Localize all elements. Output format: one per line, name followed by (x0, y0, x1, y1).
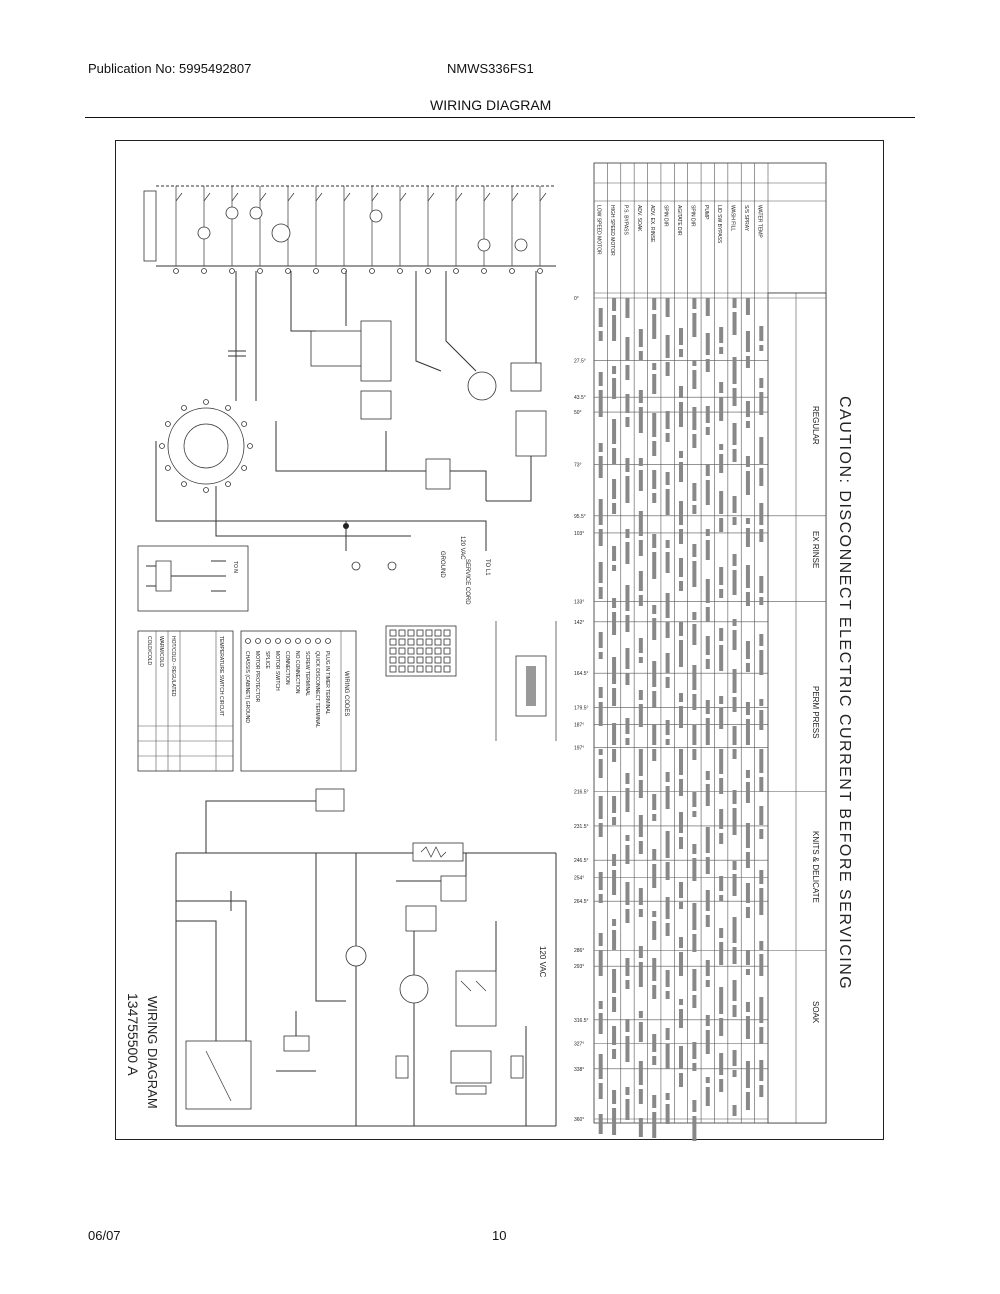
ground-label: GROUND (439, 551, 445, 578)
degree-label: 133° (574, 599, 585, 606)
degree-label: 216.5° (574, 789, 589, 796)
ladder-schematic (176, 789, 556, 1126)
pump-motor-icon (468, 372, 496, 400)
degree-label: 164.5° (574, 671, 589, 678)
degree-label: 360° (574, 1117, 585, 1123)
degree-label: 179.5° (574, 705, 589, 712)
legend-item: CHASSIS (CABINET) GROUND (244, 651, 250, 723)
degree-label: 254° (574, 875, 585, 882)
diagram-frame (115, 140, 884, 1140)
supply-label-lower: 120 VAC (538, 946, 547, 978)
timer-motor-icon (272, 224, 290, 242)
footer-page-number: 10 (492, 1228, 507, 1243)
caution-text: CAUTION: DISCONNECT ELECTRIC CURRENT BEFORE SERVICING (836, 396, 853, 991)
option-switch-icon (516, 411, 546, 456)
legend-item: QUICK DISCONNECT TERMINAL (314, 651, 320, 728)
degree-label: 231.5° (574, 823, 589, 830)
degree-label: 338° (574, 1066, 585, 1073)
degree-label: 27.5° (574, 358, 586, 365)
legend-item: PLUG IN TIMER TERMINAL (324, 651, 330, 715)
service-cord-label: SERVICE CORD (464, 559, 470, 605)
circuit-label: ADV. SOAK (635, 205, 642, 232)
degree-label: 50° (574, 410, 582, 417)
circuit-label: S/S SPRAY (742, 205, 749, 232)
legend-item: MOTOR PROTECTOR (254, 651, 260, 703)
degree-label: 43.5° (574, 395, 586, 402)
temp-row-warm: WARM/COLD (158, 636, 164, 667)
legend-item: SPLICE (264, 651, 270, 669)
header-rule (85, 117, 915, 118)
circuit-label: AGITATE DIR (676, 205, 682, 236)
supply-label-upper: 120 VAC (459, 536, 465, 560)
circuit-label: WATER TEMP (756, 205, 763, 238)
publication-number: Publication No: 5995492807 (88, 61, 252, 76)
circuit-label: SPIN DIR (689, 205, 696, 227)
timer-wiring-upper (144, 186, 556, 570)
wiring-legend (241, 631, 356, 771)
degree-labels (574, 296, 589, 1123)
degree-label: 316.5° (574, 1017, 589, 1024)
degree-label: 286° (574, 948, 585, 955)
temp-switch-table (138, 631, 233, 771)
circuit-label: P.S. BYPASS (622, 205, 629, 235)
page-title: WIRING DIAGRAM (430, 97, 552, 113)
wiring-diagram (116, 141, 885, 1141)
legend-item: CONNECTION (284, 651, 290, 685)
degree-label: 197° (574, 745, 585, 752)
cycle-soak: SOAK (811, 1001, 820, 1024)
degree-label: 293° (574, 964, 585, 971)
legend-item: SCREW TERMINAL (304, 651, 310, 697)
temp-row-cold: COLD/COLD (146, 636, 152, 666)
service-cord-plug (138, 546, 248, 611)
circuit-label: LOW SPEED MOTOR (595, 205, 602, 255)
circuit-label: LID SW BYPASS (716, 205, 723, 244)
legend-item: MOTOR SWITCH (274, 651, 280, 691)
legend-title: WIRING CODES (343, 671, 349, 717)
degree-label: 103° (574, 530, 585, 537)
spray-timing (496, 621, 556, 741)
footer-date: 06/07 (88, 1228, 121, 1243)
circuit-label: WASH FILL (729, 205, 736, 232)
timer-chart (594, 163, 826, 1141)
to-n-label: TO N (232, 561, 238, 573)
circuit-label: SPIN DIR (662, 205, 669, 227)
circuit-label: ADV. EX. RINSE (649, 205, 656, 243)
circuit-label: PUMP (702, 205, 709, 220)
degree-label: 246.5° (574, 858, 589, 865)
cycle-perm-press: PERM PRESS (811, 686, 820, 739)
circuit-label: HIGH SPEED MOTOR (609, 205, 616, 256)
timer-plug-view (386, 626, 456, 676)
model-number: NMWS336FS1 (447, 61, 534, 76)
stamp-number: 134755500 A (125, 993, 141, 1076)
degree-label: 327° (574, 1041, 585, 1048)
degree-label: 187° (574, 722, 585, 729)
cycle-knits: KNITS & DELICATE (811, 831, 820, 903)
legend-item: NO CONNECTION (294, 651, 300, 694)
cycle-ex-rinse: EX RINSE (811, 531, 820, 569)
degree-label: 95.5° (574, 513, 586, 520)
temp-table-title: TEMPERATURE SWITCH CIRCUIT (218, 636, 224, 717)
degree-label: 73° (574, 462, 582, 469)
stamp-title: WIRING DIAGRAM (145, 996, 160, 1109)
temp-row-hot: HOT/COLD - REGULATED (170, 636, 176, 697)
degree-label: 142° (574, 619, 585, 626)
to-l1-label: TO L1 (484, 559, 490, 576)
degree-label: 264.5° (574, 899, 589, 906)
cycle-regular: REGULAR (811, 406, 820, 445)
degree-label: 0° (574, 296, 579, 302)
lid-lock-icon (426, 459, 450, 489)
main-motor-icon (168, 408, 244, 484)
